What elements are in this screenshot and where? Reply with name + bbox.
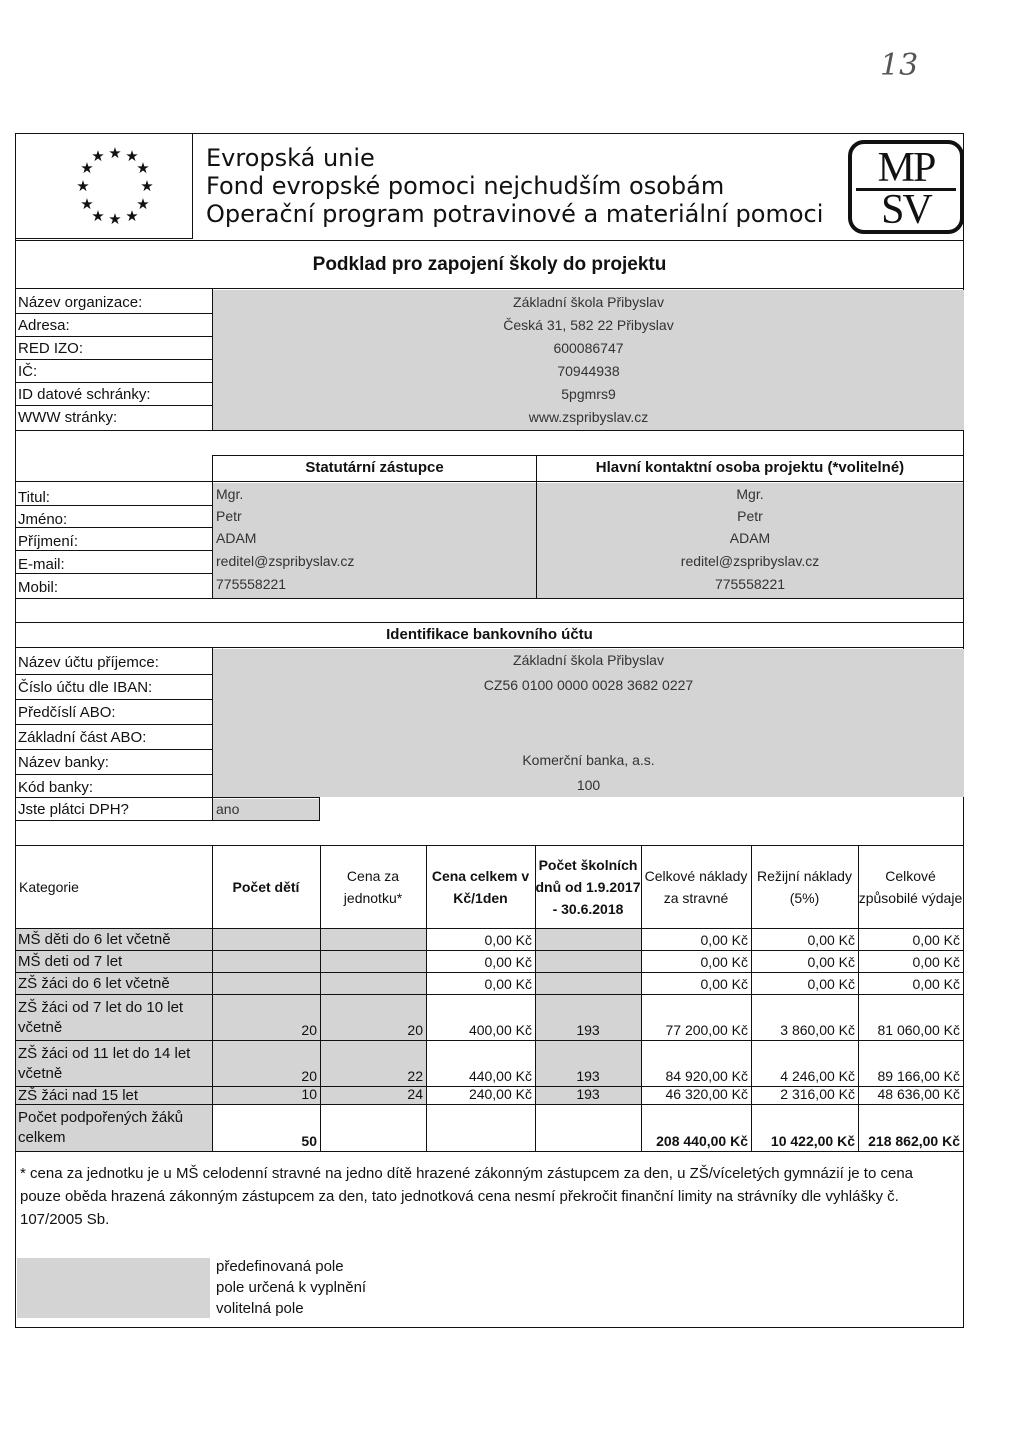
contact-value: Petr bbox=[737, 508, 763, 524]
org-label: Adresa: bbox=[18, 317, 70, 334]
mpsv-logo bbox=[848, 140, 964, 234]
org-value: Základní škola Přibyslav bbox=[513, 294, 664, 310]
total-label: Počet podpořených žáků celkem bbox=[18, 1109, 184, 1146]
org-value: 5pgmrs9 bbox=[561, 386, 616, 402]
org-value: 600086747 bbox=[553, 340, 624, 356]
total-naklady: 208 440,00 Kč bbox=[656, 1133, 748, 1149]
bank-label: Číslo účtu dle IBAN: bbox=[18, 679, 153, 696]
cell-vydaje: 89 166,00 Kč bbox=[877, 1068, 960, 1084]
legend-swatch bbox=[17, 1258, 210, 1318]
cell-naklady: 84 920,00 Kč bbox=[665, 1068, 748, 1084]
contact-row-label: Jméno: bbox=[18, 511, 68, 528]
contact-row-label: Příjmení: bbox=[18, 533, 79, 550]
org-label: ID datové schránky: bbox=[18, 386, 151, 403]
statutory-value: Petr bbox=[216, 508, 242, 524]
header-line-2: Fond evropské pomoci nejchudším osobám bbox=[206, 172, 725, 200]
cell-naklady: 46 320,00 Kč bbox=[665, 1086, 748, 1102]
svg-text:★: ★ bbox=[80, 159, 94, 177]
header-rezijni: Režijní náklady (5%) bbox=[757, 868, 852, 906]
statutory-value: ADAM bbox=[216, 530, 257, 546]
cell-vydaje: 48 636,00 Kč bbox=[877, 1086, 960, 1102]
category-label: ZŠ žáci od 11 let do 14 let včetně bbox=[18, 1044, 191, 1082]
bank-value: CZ56 0100 0000 0028 3682 0227 bbox=[483, 677, 694, 693]
svg-text:★: ★ bbox=[136, 195, 150, 213]
cell-cena bbox=[320, 972, 426, 994]
cell-vydaje: 0,00 Kč bbox=[912, 932, 960, 948]
svg-text:★: ★ bbox=[91, 147, 105, 165]
cell-dny: 193 bbox=[576, 1086, 600, 1102]
header-cena_za_jednotku: Cena za jednotku* bbox=[343, 868, 403, 906]
header-line-1: Evropská unie bbox=[206, 144, 375, 172]
contact-row-label: Titul: bbox=[18, 489, 50, 506]
cell-deti bbox=[212, 950, 320, 972]
cell-rezie: 0,00 Kč bbox=[807, 976, 855, 992]
bank-value: 100 bbox=[576, 777, 601, 793]
cell-vydaje: 0,00 Kč bbox=[912, 954, 960, 970]
statutory-value: Mgr. bbox=[216, 486, 244, 502]
form-title: Podklad pro zapojení školy do projektu bbox=[312, 254, 667, 275]
legend-item-2: pole určená k vyplnění bbox=[216, 1279, 367, 1296]
cell-dny bbox=[535, 928, 641, 950]
cell-vydaje: 0,00 Kč bbox=[912, 976, 960, 992]
contact-value: reditel@zspribyslav.cz bbox=[680, 553, 820, 569]
cell-rezie: 2 316,00 Kč bbox=[780, 1086, 855, 1102]
org-label: WWW stránky: bbox=[18, 409, 118, 426]
org-value: www.zspribyslav.cz bbox=[528, 409, 649, 425]
cell-deti bbox=[212, 972, 320, 994]
cell-rezie: 0,00 Kč bbox=[807, 954, 855, 970]
svg-text:★: ★ bbox=[108, 210, 122, 228]
svg-text:★: ★ bbox=[108, 144, 122, 162]
org-label: RED IZO: bbox=[18, 340, 84, 357]
legend-item-3: volitelná pole bbox=[216, 1300, 304, 1317]
header-pocet_deti: Počet dětí bbox=[232, 879, 300, 895]
header-cena_celkem: Cena celkem v Kč/1den bbox=[431, 868, 530, 906]
cell-naklady: 77 200,00 Kč bbox=[665, 1022, 748, 1038]
cell-rezie: 3 860,00 Kč bbox=[780, 1022, 855, 1038]
org-label: Název organizace: bbox=[18, 294, 143, 311]
cell-dny: 193 bbox=[576, 1022, 600, 1038]
eu-flag bbox=[15, 133, 193, 239]
cell-cena: 24 bbox=[407, 1086, 423, 1102]
cell-celkem_den: 400,00 Kč bbox=[468, 1022, 532, 1038]
cell-celkem_den: 0,00 Kč bbox=[484, 954, 532, 970]
header-pocet_dnu: Počet školních dnů od 1.9.2017 - 30.6.2018 bbox=[535, 857, 641, 917]
footnote: * cena za jednotku je u MŠ celodenní stravné na jedno dítě hrazené zákonným zástupcem za den, u ZŠ/víceletých gymnázií je to cena pouze oběda hrazená zákonným zástupcem za den, tato jednotková cena nesmí překročit finanční limity na strávníky dle vyhlášky č. 107/2005 Sb. bbox=[20, 1165, 914, 1228]
bank-value: Základní škola Přibyslav bbox=[513, 652, 664, 668]
svg-text:★: ★ bbox=[136, 159, 150, 177]
cell-cena bbox=[320, 928, 426, 950]
bank-label: Základní část ABO: bbox=[18, 729, 147, 746]
org-label: IČ: bbox=[18, 363, 38, 380]
cell-deti: 10 bbox=[301, 1086, 317, 1102]
cell-dny bbox=[535, 972, 641, 994]
page-number: 13 bbox=[880, 48, 919, 83]
cell-deti: 20 bbox=[301, 1068, 317, 1084]
cell-celkem_den: 440,00 Kč bbox=[468, 1068, 532, 1084]
contact-row-label: E-mail: bbox=[18, 556, 65, 573]
cell-celkem_den: 0,00 Kč bbox=[484, 976, 532, 992]
total-rezie: 10 422,00 Kč bbox=[770, 1133, 855, 1149]
statutory-value: 775558221 bbox=[216, 576, 287, 592]
cell-dny bbox=[535, 950, 641, 972]
cell-celkem_den: 240,00 Kč bbox=[468, 1086, 532, 1102]
statutory-value: reditel@zspribyslav.cz bbox=[216, 553, 355, 569]
bank-values-area bbox=[213, 649, 964, 797]
org-value: 70944938 bbox=[557, 363, 620, 379]
contact-header: Hlavní kontaktní osoba projektu (*volitelné) bbox=[595, 459, 905, 476]
cell-cena bbox=[320, 950, 426, 972]
category-label: ZŠ žáci do 6 let včetně bbox=[18, 974, 170, 992]
legend-item-1: předefinovaná pole bbox=[216, 1258, 344, 1275]
bank-label: Kód banky: bbox=[18, 779, 94, 796]
total-children: 50 bbox=[301, 1133, 317, 1149]
vat-label: Jste plátci DPH? bbox=[18, 801, 129, 818]
bank-label: Předčíslí ABO: bbox=[18, 704, 116, 721]
statutory-header: Statutární zástupce bbox=[305, 459, 444, 476]
cell-vydaje: 81 060,00 Kč bbox=[877, 1022, 960, 1038]
category-label: ZŠ žáci od 7 let do 10 let včetně bbox=[18, 998, 184, 1036]
svg-text:★: ★ bbox=[140, 177, 154, 195]
header-kategorie: Kategorie bbox=[19, 879, 79, 895]
svg-text:★: ★ bbox=[125, 147, 139, 165]
mpsv-logo-bottom: SV bbox=[881, 187, 931, 233]
category-label: MŠ deti od 7 let bbox=[18, 952, 123, 970]
cell-cena: 22 bbox=[407, 1068, 423, 1084]
cell-rezie: 4 246,00 Kč bbox=[780, 1068, 855, 1084]
bank-label: Název banky: bbox=[18, 754, 109, 771]
bank-title: Identifikace bankovního účtu bbox=[386, 626, 593, 643]
contact-value: 775558221 bbox=[714, 576, 786, 592]
category-label: ZŠ žáci nad 15 let bbox=[18, 1086, 139, 1104]
org-value: Česká 31, 582 22 Přibyslav bbox=[503, 317, 674, 333]
bank-label: Název účtu příjemce: bbox=[18, 654, 159, 671]
contact-value: ADAM bbox=[729, 530, 771, 546]
cell-deti: 20 bbox=[301, 1022, 317, 1038]
contact-value: Mgr. bbox=[736, 486, 764, 502]
cell-dny: 193 bbox=[576, 1068, 600, 1084]
total-vydaje: 218 862,00 Kč bbox=[868, 1133, 960, 1149]
header-line-3: Operační program potravinové a materiální pomoci bbox=[206, 200, 824, 228]
header-celkove_naklady: Celkové náklady za stravné bbox=[644, 868, 748, 906]
cell-cena: 20 bbox=[407, 1022, 423, 1038]
header-zpusobile: Celkové způsobilé výdaje bbox=[858, 868, 963, 906]
cell-celkem_den: 0,00 Kč bbox=[484, 932, 532, 948]
vat-value: ano bbox=[216, 801, 240, 817]
svg-text:★: ★ bbox=[91, 207, 105, 225]
category-label: MŠ děti do 6 let včetně bbox=[18, 930, 171, 948]
contact-row-label: Mobil: bbox=[18, 579, 59, 596]
cell-naklady: 0,00 Kč bbox=[700, 954, 748, 970]
cell-naklady: 0,00 Kč bbox=[700, 932, 748, 948]
svg-text:★: ★ bbox=[76, 177, 90, 195]
bank-value: Komerční banka, a.s. bbox=[522, 752, 655, 768]
mpsv-logo-top: MP bbox=[877, 145, 935, 191]
svg-text:★: ★ bbox=[125, 207, 139, 225]
cell-rezie: 0,00 Kč bbox=[807, 932, 855, 948]
cell-deti bbox=[212, 928, 320, 950]
svg-text:★: ★ bbox=[80, 195, 94, 213]
cell-naklady: 0,00 Kč bbox=[700, 976, 748, 992]
